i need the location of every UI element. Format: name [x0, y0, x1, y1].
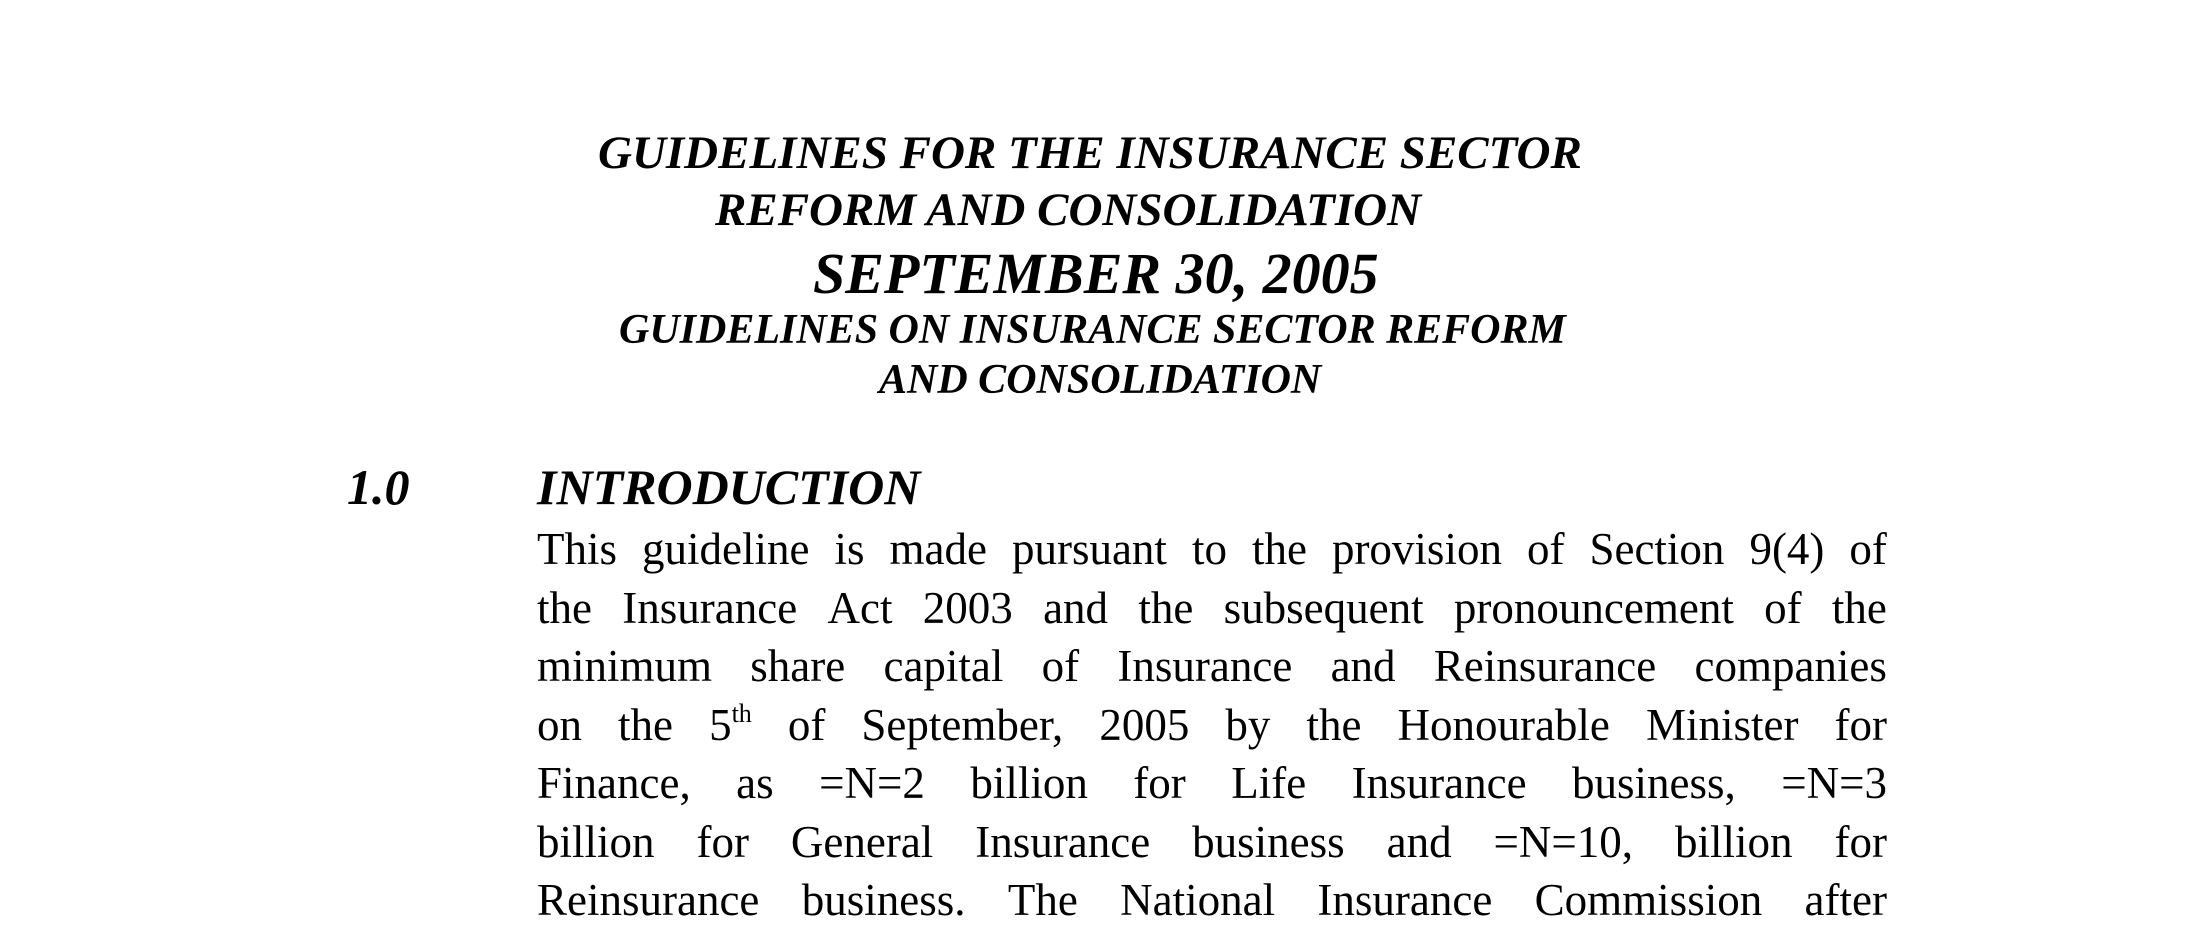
paragraph-word: pronouncement	[1453, 582, 1734, 633]
paragraph-word: business,	[1572, 758, 1736, 808]
paragraph-word: Life	[1231, 758, 1307, 808]
paragraph-word: Insurance	[1317, 875, 1493, 925]
paragraph-word: billion	[1675, 816, 1793, 867]
document-date: SEPTEMBER 30, 2005	[813, 241, 1379, 306]
paragraph-word: The	[1007, 875, 1078, 925]
paragraph-word: 2003	[922, 582, 1013, 633]
section-title: INTRODUCTION	[537, 459, 921, 515]
section-number: 1.0	[347, 459, 410, 515]
paragraph-word: Reinsurance	[1433, 641, 1657, 691]
paragraph-word: as	[736, 758, 774, 808]
paragraph-word: share	[750, 641, 846, 691]
document-title-line-2: REFORM AND CONSOLIDATION	[715, 184, 1422, 236]
paragraph-word: 9(4)	[1749, 524, 1825, 574]
paragraph-word: This	[537, 524, 618, 574]
paragraph-word: is	[834, 524, 865, 574]
paragraph-word: for	[696, 816, 749, 867]
paragraph-word: National	[1120, 875, 1276, 925]
paragraph-word: billion	[537, 816, 655, 867]
paragraph-word: on	[537, 699, 582, 750]
paragraph-word: =N=2	[819, 758, 925, 808]
paragraph-word: of	[787, 699, 826, 750]
paragraph-word: minimum	[537, 641, 713, 691]
paragraph-word: 5th	[709, 698, 752, 750]
ordinal-suffix: th	[731, 698, 752, 728]
paragraph-word: Insurance	[1117, 641, 1293, 691]
paragraph-word: the	[537, 582, 592, 633]
paragraph-word: the	[1138, 582, 1194, 633]
paragraph-word: and	[1330, 641, 1396, 691]
paragraph-word: Insurance	[622, 582, 798, 633]
paragraph-word: the	[618, 699, 674, 750]
paragraph-word: Honourable	[1397, 699, 1610, 750]
paragraph-line	[537, 520, 1887, 579]
paragraph-line	[537, 637, 1887, 696]
paragraph-word: =N=3	[1781, 758, 1887, 808]
paragraph-word: Reinsurance	[537, 875, 760, 925]
paragraph-word: of	[1526, 524, 1565, 574]
paragraph-line	[537, 696, 1887, 755]
paragraph-word: to	[1191, 524, 1227, 574]
paragraph-word: of	[1041, 641, 1080, 691]
paragraph-word: business.	[801, 875, 966, 925]
paragraph-word: the	[1306, 699, 1362, 750]
paragraph-word: Finance,	[537, 758, 691, 808]
paragraph-word: =N=10,	[1493, 816, 1634, 867]
paragraph-word: of	[1764, 582, 1802, 633]
paragraph-word: business	[1192, 816, 1345, 867]
paragraph-word: for	[1834, 816, 1887, 867]
paragraph-word: subsequent	[1223, 582, 1424, 633]
paragraph-line	[537, 754, 1887, 813]
paragraph-word: Section	[1589, 524, 1725, 574]
paragraph-word: the	[1831, 582, 1887, 633]
paragraph-word: and	[1386, 816, 1452, 867]
document-title-line-1: GUIDELINES FOR THE INSURANCE SECTOR	[598, 127, 1582, 179]
paragraph-word: for	[1133, 758, 1186, 808]
paragraph-line	[537, 813, 1887, 872]
paragraph-word: Minister	[1645, 699, 1799, 750]
paragraph-word: billion	[970, 758, 1088, 808]
paragraph-word: 2005	[1099, 699, 1190, 750]
paragraph-word: for	[1834, 699, 1887, 750]
paragraph-word: the	[1251, 524, 1307, 574]
paragraph-word: September,	[861, 699, 1064, 750]
paragraph-word: Insurance	[1351, 758, 1527, 808]
paragraph-word: and	[1043, 582, 1109, 633]
paragraph-word: Insurance	[975, 816, 1151, 867]
paragraph-line	[537, 871, 1887, 930]
paragraph-word: of	[1849, 524, 1887, 574]
paragraph-word: capital	[883, 641, 1004, 691]
paragraph-word: after	[1804, 875, 1887, 925]
paragraph-word: pursuant	[1011, 524, 1167, 574]
document-subtitle-line-1: GUIDELINES ON INSURANCE SECTOR REFORM	[619, 307, 1566, 353]
paragraph-line	[537, 579, 1887, 638]
paragraph-word: guideline	[642, 524, 810, 574]
paragraph-word: companies	[1694, 641, 1887, 691]
introduction-paragraph	[537, 520, 1887, 930]
paragraph-word: General	[790, 816, 934, 867]
paragraph-word: Commission	[1534, 875, 1763, 925]
paragraph-word: Act	[827, 582, 893, 633]
paragraph-word: by	[1225, 699, 1271, 750]
paragraph-word: provision	[1331, 524, 1502, 574]
document-subtitle-line-2: AND CONSOLIDATION	[879, 357, 1322, 403]
paragraph-word: made	[889, 524, 987, 574]
